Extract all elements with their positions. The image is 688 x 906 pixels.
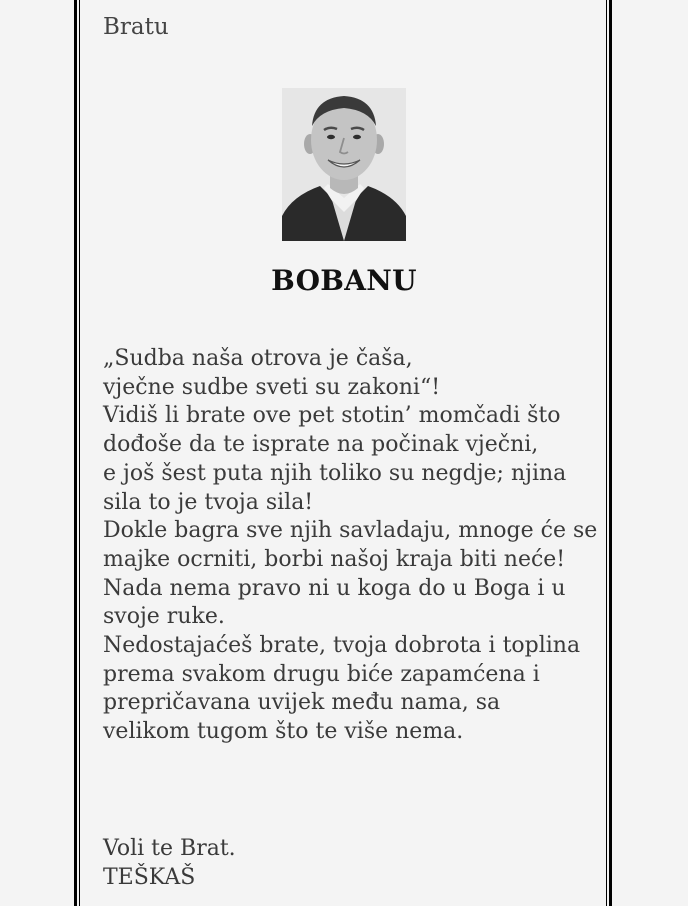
poem-line: velikom tugom što te više nema. xyxy=(103,719,464,745)
poem-text xyxy=(103,345,603,747)
signoff xyxy=(103,835,236,892)
poem-line: Vidiš li brate ove pet stotin’ momčadi što xyxy=(103,403,561,429)
poem-line: majke ocrniti, borbi našoj kraja biti neće! xyxy=(103,546,566,572)
portrait-photo xyxy=(282,88,406,241)
poem-line: svoje ruke. xyxy=(103,604,225,630)
poem-line: Dokle bagra sve njih savladaju, mnoge će se xyxy=(103,518,598,544)
poem-line: Nada nema pravo ni u koga do u Boga i u xyxy=(103,575,566,601)
deceased-name: BOBANU xyxy=(271,264,417,297)
poem-line: prepričavana uvijek među nama, sa xyxy=(103,690,501,716)
poem-line: vječne sudbe sveti su zakoni“! xyxy=(103,374,441,400)
signoff-signature: TEŠKAŠ xyxy=(103,864,196,890)
poem-line: Nedostajaćeš brate, tvoja dobrota i toplina xyxy=(103,633,581,659)
portrait-photo-icon xyxy=(282,88,406,241)
signoff-line: Voli te Brat. xyxy=(103,836,236,861)
poem-line: e još šest puta njih toliko su negdje; njina xyxy=(103,460,567,486)
poem-line: dođoše da te isprate na počinak vječni, xyxy=(103,432,539,458)
poem-line: sila to je tvoja sila! xyxy=(103,489,314,515)
recipient-label: Bratu xyxy=(103,14,169,40)
poem-line: prema svakom drugu biće zapamćena i xyxy=(103,661,540,687)
poem-line: „Sudba naša otrova je čaša, xyxy=(103,346,413,371)
